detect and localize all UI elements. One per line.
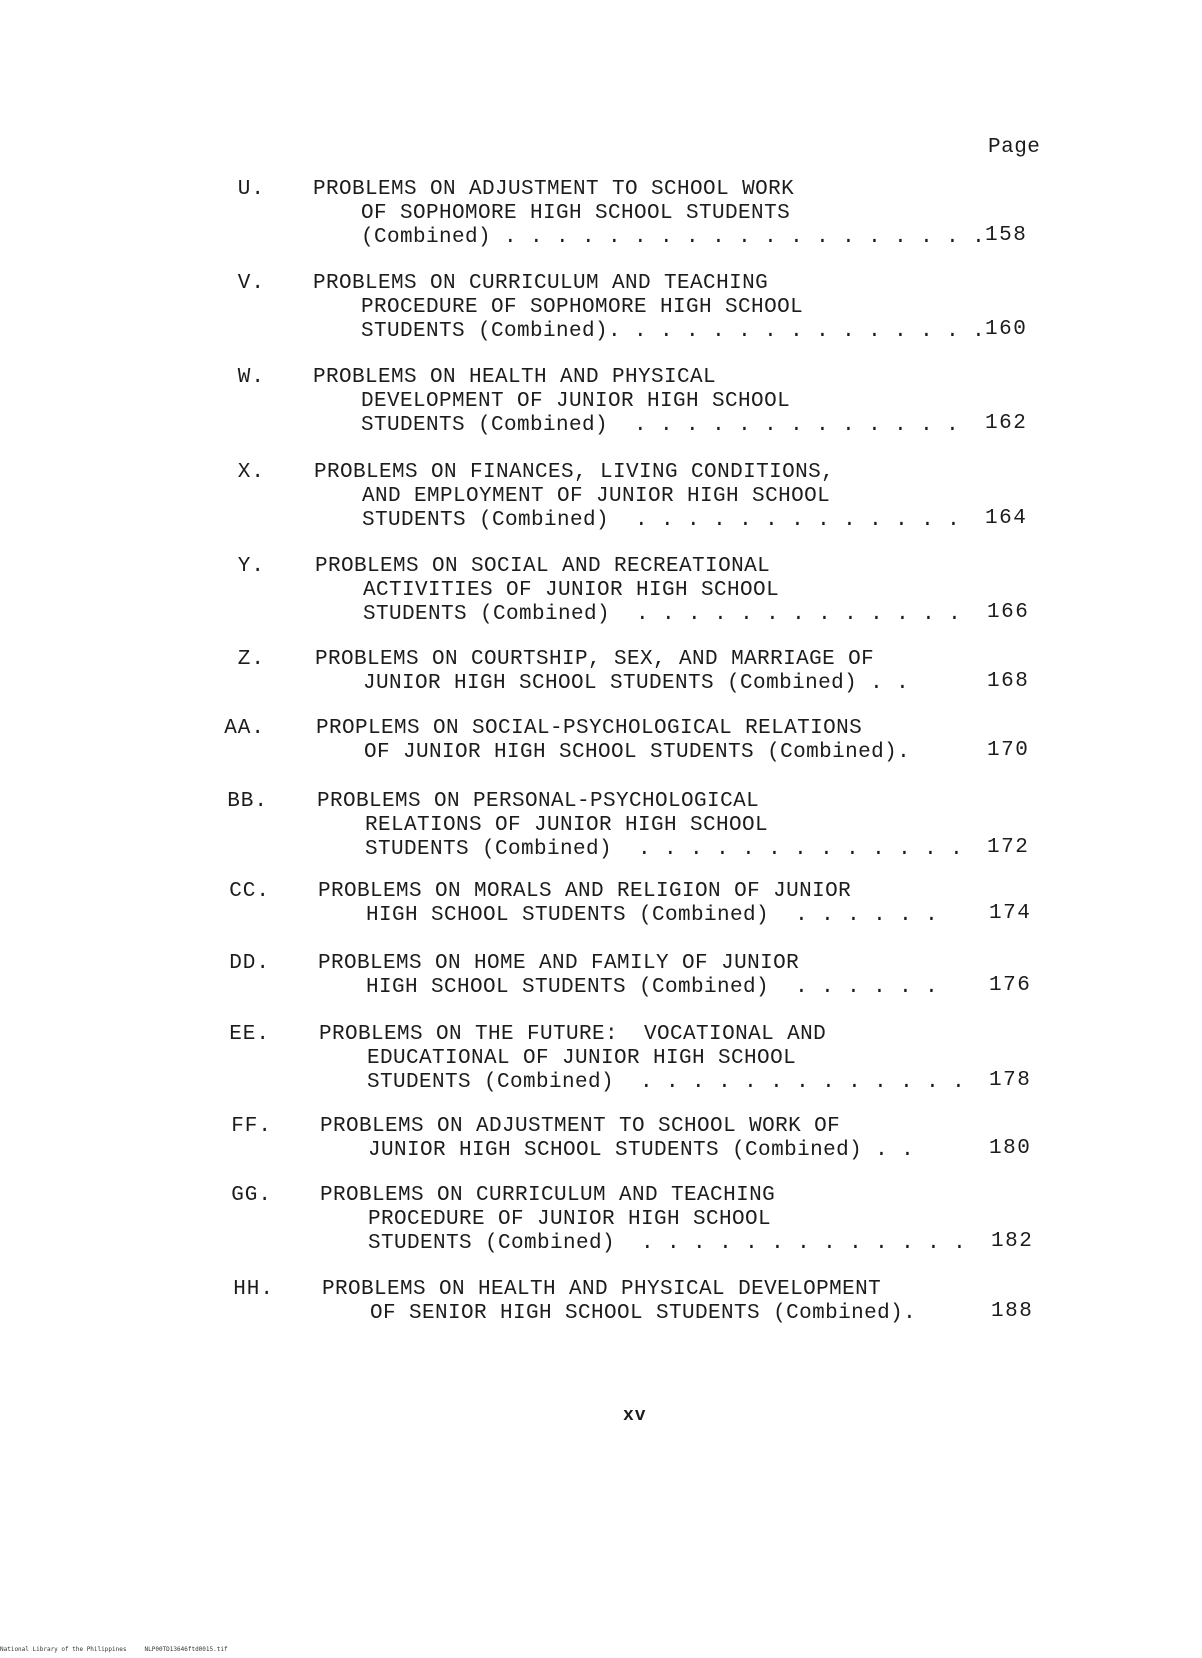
dot-leader: . .	[857, 672, 910, 695]
toc-entry-letter: EE.	[229, 1023, 270, 1046]
toc-entry-title-line: DEVELOPMENT OF JUNIOR HIGH SCHOOL	[361, 390, 791, 413]
toc-entry-letter: Z.	[237, 648, 265, 671]
toc-entry-letter: X.	[237, 461, 265, 484]
toc-entry-title-line: STUDENTS (Combined)	[361, 320, 609, 343]
toc-entry-letter: AA.	[224, 717, 265, 740]
dot-leader: . . . . . . . . . . . . . . . . . . .	[491, 226, 986, 249]
toc-entry-title-line: AND EMPLOYMENT OF JUNIOR HIGH SCHOOL	[362, 485, 831, 508]
toc-entry-title-line: JUNIOR HIGH SCHOOL STUDENTS (Combined)	[368, 1139, 863, 1162]
toc-entry-page-number: 174	[989, 902, 1032, 925]
page-label: Page	[988, 136, 1041, 159]
toc-entry-page-number: 166	[987, 601, 1030, 624]
toc-entry-page-number: 170	[987, 739, 1030, 762]
toc-entry-page-number: 160	[985, 318, 1028, 341]
dot-leader: .	[903, 1302, 917, 1325]
toc-entry-title-line: PROBLEMS ON THE FUTURE: VOCATIONAL AND	[319, 1023, 827, 1046]
toc-entry-letter: CC.	[229, 880, 270, 903]
toc-entry-title-line: PROBLEMS ON HEALTH AND PHYSICAL	[313, 366, 717, 389]
toc-entry-letter: BB.	[227, 790, 268, 813]
toc-entry-title-line: PROBLEMS ON ADJUSTMENT TO SCHOOL WORK OF	[320, 1115, 841, 1138]
dot-leader: . . . . . . . . . . . . .	[614, 1071, 966, 1094]
toc-entry-letter: U.	[237, 178, 265, 201]
dot-leader: . . . . . . . . . . . . .	[609, 509, 961, 532]
toc-entry-title-line: HIGH SCHOOL STUDENTS (Combined)	[366, 904, 770, 927]
toc-entry-title-line: STUDENTS (Combined)	[362, 509, 610, 532]
toc-entry-page-number: 182	[991, 1230, 1034, 1253]
footer-page-number: xv	[623, 1406, 647, 1426]
toc-entry-title-line: PROCEDURE OF JUNIOR HIGH SCHOOL	[368, 1208, 772, 1231]
toc-entry-title-line: PROPLEMS ON SOCIAL-PSYCHOLOGICAL RELATIONS	[316, 717, 863, 740]
toc-entry-letter: GG.	[231, 1184, 272, 1207]
toc-entry-title-line: PROBLEMS ON CURRICULUM AND TEACHING	[320, 1184, 776, 1207]
toc-entry-title-line: HIGH SCHOOL STUDENTS (Combined)	[366, 976, 770, 999]
toc-entry-letter: DD.	[229, 952, 270, 975]
toc-entry-title-line: PROBLEMS ON PERSONAL-PSYCHOLOGICAL	[317, 790, 760, 813]
toc-entry-title-line: ACTIVITIES OF JUNIOR HIGH SCHOOL	[363, 579, 780, 602]
toc-entry-title-line: OF SOPHOMORE HIGH SCHOOL STUDENTS	[361, 202, 791, 225]
toc-entry-letter: V.	[237, 272, 265, 295]
toc-entry-letter: HH.	[233, 1278, 274, 1301]
toc-entry-title-line: PROCEDURE OF SOPHOMORE HIGH SCHOOL	[361, 296, 804, 319]
toc-entry-title-line: PROBLEMS ON HOME AND FAMILY OF JUNIOR	[318, 952, 800, 975]
toc-entry-title-line: (Combined)	[361, 226, 492, 249]
toc-entry-page-number: 168	[987, 670, 1030, 693]
scan-source-note: National Library of the Philippines NLP00TD13646ftd0015.tif	[0, 1646, 228, 1653]
dot-leader: . . . . . . . . . . . . .	[610, 603, 962, 626]
toc-entry-title-line: PROBLEMS ON COURTSHIP, SEX, AND MARRIAGE OF	[315, 648, 875, 671]
dot-leader: . .	[862, 1139, 915, 1162]
toc-entry-title-line: JUNIOR HIGH SCHOOL STUDENTS (Combined)	[363, 672, 858, 695]
toc-entry-title-line: RELATIONS OF JUNIOR HIGH SCHOOL	[365, 814, 769, 837]
toc-entry-title-line: STUDENTS (Combined)	[367, 1071, 615, 1094]
toc-entry-page-number: 178	[989, 1069, 1032, 1092]
toc-entry-page-number: 176	[989, 974, 1032, 997]
dot-leader: . . . . . . . . . . . . .	[608, 414, 960, 437]
toc-entry-title-line: PROBLEMS ON HEALTH AND PHYSICAL DEVELOPMENT	[322, 1278, 882, 1301]
toc-entry-page-number: 172	[987, 836, 1030, 859]
toc-entry-title-line: STUDENTS (Combined)	[361, 414, 609, 437]
toc-entry-title-line: OF JUNIOR HIGH SCHOOL STUDENTS (Combined)	[364, 741, 898, 764]
toc-entry-title-line: STUDENTS (Combined)	[365, 838, 613, 861]
toc-entry-page-number: 164	[985, 507, 1028, 530]
dot-leader: . . . . . .	[769, 976, 939, 999]
toc-entry-title-line: PROBLEMS ON FINANCES, LIVING CONDITIONS,	[314, 461, 835, 484]
toc-entry-title-line: STUDENTS (Combined)	[363, 603, 611, 626]
toc-entry-page-number: 158	[985, 224, 1028, 247]
toc-entry-page-number: 180	[989, 1137, 1032, 1160]
dot-leader: . . . . . . . . . . . . .	[612, 838, 964, 861]
dot-leader: . . . . . . . . . . . . . . .	[608, 320, 986, 343]
toc-entry-title-line: STUDENTS (Combined)	[368, 1232, 616, 1255]
toc-entry-letter: Y.	[237, 555, 265, 578]
toc-entry-title-line: PROBLEMS ON CURRICULUM AND TEACHING	[313, 272, 769, 295]
dot-leader: . . . . . . . . . . . . .	[615, 1232, 967, 1255]
toc-entry-letter: W.	[237, 366, 265, 389]
toc-entry-page-number: 188	[991, 1300, 1034, 1323]
dot-leader: . . . . . .	[769, 904, 939, 927]
toc-entry-title-line: PROBLEMS ON MORALS AND RELIGION OF JUNIOR	[318, 880, 852, 903]
toc-entry-title-line: EDUCATIONAL OF JUNIOR HIGH SCHOOL	[367, 1047, 797, 1070]
toc-entry-page-number: 162	[985, 412, 1028, 435]
toc-entry-title-line: PROBLEMS ON SOCIAL AND RECREATIONAL	[315, 555, 771, 578]
toc-entry-title-line: OF SENIOR HIGH SCHOOL STUDENTS (Combined)	[370, 1302, 904, 1325]
toc-entry-title-line: PROBLEMS ON ADJUSTMENT TO SCHOOL WORK	[313, 178, 795, 201]
toc-entry-letter: FF.	[231, 1115, 272, 1138]
dot-leader: .	[897, 741, 911, 764]
